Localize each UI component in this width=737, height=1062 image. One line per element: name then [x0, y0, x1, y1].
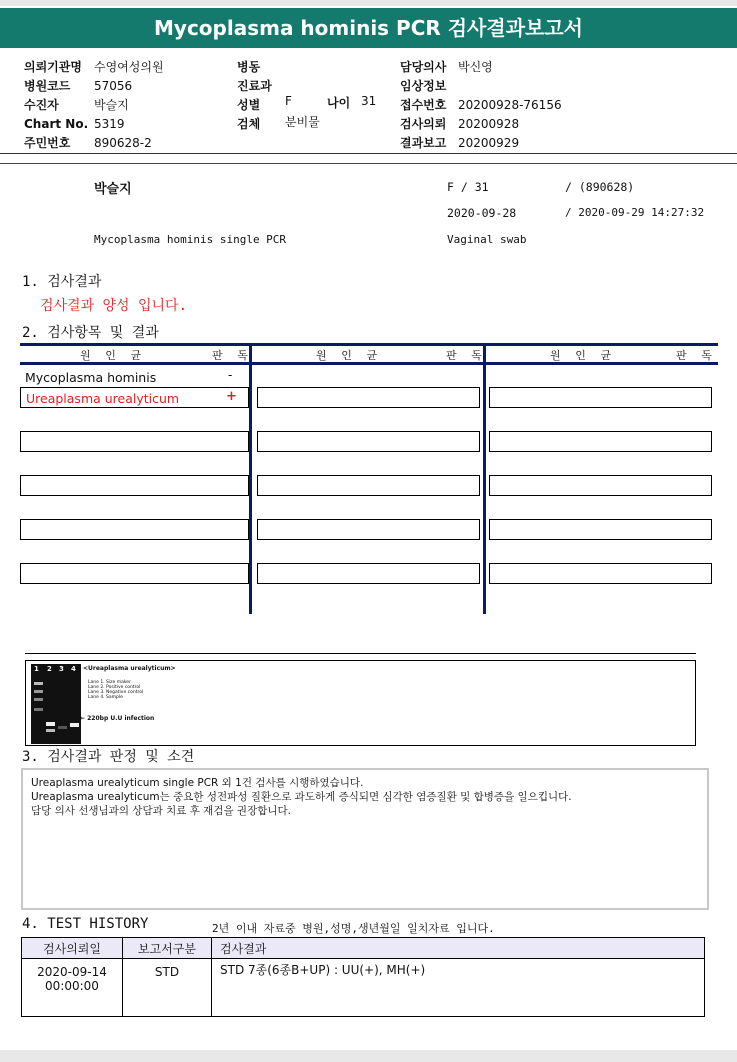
label-age: 나이 [327, 96, 351, 110]
header-divider-1 [0, 153, 737, 154]
arrow-left-icon: ← [80, 715, 86, 722]
table-col-divider-2 [483, 343, 486, 614]
history-row-date: 2020-09-14 [37, 965, 107, 979]
summary-name: 박슬지 [94, 182, 132, 197]
label-sex: 성별 [237, 98, 261, 112]
gel-band [34, 690, 43, 693]
result-cell-uu [20, 387, 249, 408]
value-age: 31 [361, 94, 377, 108]
section4-title: 4. TEST HISTORY [22, 916, 149, 932]
header-col-3 [400, 56, 700, 151]
history-row-date-cell [22, 959, 123, 1017]
summary-request-date: 2020-09-28 [447, 206, 517, 220]
value-receipt-no: 20200928-76156 [458, 98, 562, 112]
summary-report-datetime: / 2020-09-29 14:27:32 [565, 206, 705, 219]
col-head-pathogen-3: 원 인 균 [550, 349, 616, 362]
history-col-request-date: 검사의뢰일 [22, 938, 123, 959]
value-request-date: 20200928 [458, 117, 520, 131]
value-chart-no: 5319 [94, 117, 125, 131]
label-report-date: 결과보고 [400, 136, 447, 150]
value-hospital-code: 57056 [94, 79, 133, 93]
lane-label: 1 [34, 665, 39, 673]
result-cell-empty [489, 475, 712, 496]
result-row-uu-name: Ureaplasma urealyticum [26, 391, 180, 406]
col-head-pathogen-1: 원 인 균 [80, 349, 146, 362]
value-doctor: 박신영 [458, 60, 493, 74]
result-cell-empty [489, 563, 712, 584]
label-doctor: 담당의사 [400, 60, 447, 74]
value-specimen: 분비물 [285, 115, 320, 129]
result-cell-empty [20, 431, 249, 452]
header-col-2 [237, 56, 387, 132]
result-row-mh-value: - [228, 368, 233, 382]
value-institution: 수영여성의원 [94, 60, 164, 74]
gel-legend [88, 680, 143, 700]
col-head-judge-1: 판 독 [212, 349, 252, 362]
label-patient: 수진자 [24, 98, 59, 112]
bottom-strip [0, 1050, 737, 1062]
history-row-type: STD [123, 959, 212, 1017]
value-sex: F [285, 94, 292, 108]
report-title: Mycoplasma hominis PCR 검사결과보고서 [0, 8, 737, 48]
result-cell-empty [489, 519, 712, 540]
history-col-result: 검사결과 [212, 938, 705, 959]
history-col-report-type: 보고서구분 [123, 938, 212, 959]
result-row-uu-value: + [226, 389, 237, 404]
result-cell-empty [257, 563, 480, 584]
lane-label: 3 [59, 665, 64, 673]
col-head-judge-2: 판 독 [446, 349, 486, 362]
history-row-result: STD 7종(6종B+UP) : UU(+), MH(+) [212, 959, 705, 1017]
positive-result-text: 검사결과 양성 입니다. [40, 298, 188, 314]
history-row-time: 00:00:00 [45, 979, 99, 993]
result-cell-empty [489, 387, 712, 408]
result-cell-empty [257, 475, 480, 496]
opinion-box [21, 768, 709, 910]
gel-band [58, 726, 67, 729]
label-request-date: 검사의뢰 [400, 117, 447, 131]
gel-band [46, 722, 55, 726]
gel-legend-item: Lane 3. Negative control [88, 690, 144, 695]
opinion-line: 담당 의사 선생님과의 상담과 치료 후 재검을 권장합니다. [31, 805, 291, 817]
history-header-row [22, 938, 705, 959]
lane-label: 4 [71, 665, 76, 673]
gel-legend-item: Lane 1. Size maker [88, 680, 131, 685]
label-clinical-info: 임상정보 [400, 79, 447, 93]
result-cell-empty [20, 519, 249, 540]
label-institution: 의뢰기관명 [24, 60, 82, 74]
gel-band-annotation [80, 715, 154, 722]
result-cell-empty [257, 431, 480, 452]
label-receipt-no: 접수번호 [400, 98, 447, 112]
section2-title: 2. 검사항목 및 결과 [22, 325, 159, 341]
gel-heading: <Ureaplasma urealyticum> [83, 665, 176, 672]
result-cell-empty [489, 431, 712, 452]
value-patient: 박슬지 [94, 98, 129, 112]
result-cell-empty [20, 475, 249, 496]
value-report-date: 20200929 [458, 136, 520, 150]
label-department: 진료과 [237, 79, 272, 93]
header-divider-2 [0, 163, 737, 164]
table-col-divider-1 [249, 343, 252, 614]
summary-birth: / (890628) [565, 180, 635, 194]
section3-title: 3. 검사결과 판정 및 소견 [22, 749, 195, 765]
top-strip [0, 0, 737, 6]
label-hospital-code: 병원코드 [24, 79, 71, 93]
opinion-line: Ureaplasma urealyticum single PCR 외 1건 검사를 시행하였습니다. [31, 777, 364, 789]
result-row-mh-name: Mycoplasma hominis [25, 370, 157, 385]
result-cell-empty [257, 519, 480, 540]
value-resident-no: 890628-2 [94, 136, 152, 150]
label-resident-no: 주민번호 [24, 136, 71, 150]
gel-legend-item: Lane 4. Sample [88, 695, 123, 700]
history-table [21, 937, 705, 1017]
summary-sex-age: F / 31 [447, 180, 489, 194]
result-cell-empty [20, 563, 249, 584]
header-col-1 [24, 56, 224, 151]
gel-band [34, 698, 43, 701]
result-cell-empty [257, 387, 480, 408]
col-head-judge-3: 판 독 [676, 349, 716, 362]
history-note: 2년 이내 자료중 병원,성명,생년월일 일치자료 입니다. [212, 922, 495, 935]
label-specimen: 검체 [237, 117, 261, 131]
gel-image-panel [25, 660, 696, 746]
opinion-line: Ureaplasma urealyticum는 중요한 성전파성 질환으로 과도하게 증식되면 심각한 염증질환 및 합병증을 일으킵니다. [31, 791, 572, 803]
section1-title: 1. 검사결과 [22, 274, 102, 290]
gel-band [70, 723, 79, 727]
gel-band [34, 682, 43, 685]
summary-test-name: Mycoplasma hominis single PCR [94, 233, 287, 246]
gel-band [34, 708, 43, 711]
col-head-pathogen-2: 원 인 균 [316, 349, 382, 362]
gel-band [46, 729, 55, 732]
lane-label: 2 [47, 665, 52, 673]
gel-band-label: 220bp U.U infection [87, 715, 155, 722]
summary-specimen: Vaginal swab [447, 233, 527, 246]
label-chart-no: Chart No. [24, 117, 89, 131]
table-top-rule [20, 343, 718, 346]
gel-legend-item: Lane 2. Positive control [88, 685, 141, 690]
history-row [22, 959, 705, 1017]
label-ward: 병동 [237, 60, 261, 74]
gel-top-rule [25, 653, 696, 654]
gel-image [31, 664, 81, 744]
